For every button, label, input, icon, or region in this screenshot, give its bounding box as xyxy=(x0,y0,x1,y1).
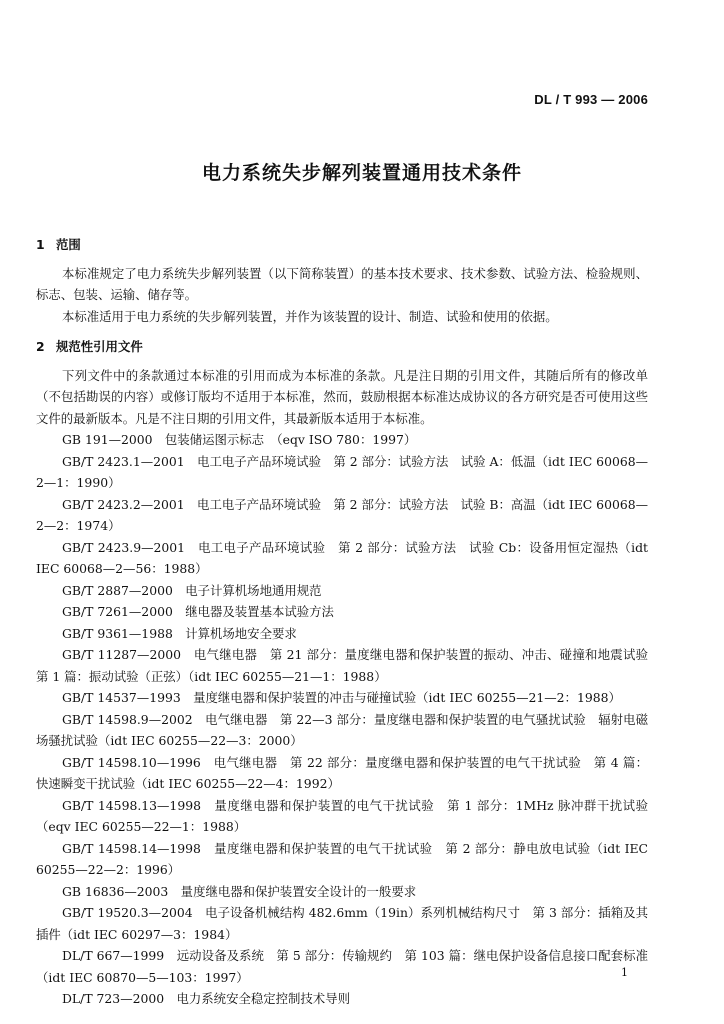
reference-item: GB/T 9361—1988 计算机场地安全要求 xyxy=(62,625,297,641)
reference-item: GB 191—2000 包装储运图示标志 （eqv ISO 780：1997） xyxy=(62,432,417,447)
document-body xyxy=(36,228,661,1010)
reference-item: DL/T 723—2000 电力系统安全稳定控制技术导则 xyxy=(62,991,350,1006)
reference-item: GB/T 11287—2000 电气继电器 第 21 部分：量度继电器和保护装置的振动、冲击、碰撞和地震试验 第 1 篇：振动试验（正弦）（idt IEC 60255—21—1：1988） xyxy=(36,647,661,684)
section-title: 规范性引用文件 xyxy=(56,339,143,354)
reference-item: GB/T 14598.13—1998 量度继电器和保护装置的电气干扰试验 第 1 部分：1MHz 脉冲群干扰试验（eqv IEC 60255—22—1：1988） xyxy=(36,797,648,834)
references-intro-paragraph: 下列文件中的条款通过本标准的引用而成为本标准的条款。凡是注日期的引用文件，其随后所有的修改单（不包括勘误的内容）或修订版均不适用于本标准，然而，鼓励根据本标准达成协议的各方研究是否可使用这些文件的最新版本。凡是不注日期的引用文件，其最新版本适用于本标准。 xyxy=(36,367,648,426)
section-title: 范围 xyxy=(56,237,81,252)
section-number: 2 xyxy=(36,339,45,354)
reference-item: GB/T 2423.9—2001 电工电子产品环境试验 第 2 部分：试验方法 试验 Cb：设备用恒定湿热（idt IEC 60068—2—56：1988） xyxy=(36,539,648,576)
reference-item: GB/T 14598.14—1998 量度继电器和保护装置的电气干扰试验 第 2 部分：静电放电试验（idt IEC 60255—22—2：1996） xyxy=(36,840,648,877)
page-number: 1 xyxy=(621,966,628,979)
reference-item: GB/T 2887—2000 电子计算机场地通用规范 xyxy=(62,582,322,598)
section-heading-scope xyxy=(36,234,648,256)
reference-item: GB/T 14598.9—2002 电气继电器 第 22—3 部分：量度继电器和保护装置的电气骚扰试验 辐射电磁场骚扰试验（idt IEC 60255—22—3：2000） xyxy=(36,711,648,748)
reference-item: GB/T 2423.1—2001 电工电子产品环境试验 第 2 部分：试验方法 试验 A：低温（idt IEC 60068—2—1：1990） xyxy=(36,453,648,490)
reference-item: GB/T 14598.10—1996 电气继电器 第 22 部分：量度继电器和保护装置的电气干扰试验 第 4 篇：快速瞬变干扰试验（idt IEC 60255—22—4：1992） xyxy=(36,754,648,791)
section-number: 1 xyxy=(36,237,45,252)
reference-item: GB/T 14537—1993 量度继电器和保护装置的冲击与碰撞试验（idt IEC 60255—21—2：1988） xyxy=(62,690,621,705)
reference-item: DL/T 667—1999 远动设备及系统 第 5 部分：传输规约 第 103 篇：继电保护设备信息接口配套标准（idt IEC 60870—5—103：1997） xyxy=(36,948,648,985)
standard-code: DL / T 993 — 2006 xyxy=(534,92,648,107)
reference-item: GB/T 7261—2000 继电器及装置基本试验方法 xyxy=(62,604,334,619)
scope-paragraph: 本标准适用于电力系统的失步解列装置，并作为该装置的设计、制造、试验和使用的依据。 xyxy=(62,308,558,324)
reference-item: GB 16836—2003 量度继电器和保护装置安全设计的一般要求 xyxy=(62,883,417,899)
reference-item: GB/T 2423.2—2001 电工电子产品环境试验 第 2 部分：试验方法 试验 B：高温（idt IEC 60068—2—2：1974） xyxy=(36,496,648,533)
document-title: 电力系统失步解列装置通用技术条件 xyxy=(201,162,522,184)
reference-item: GB/T 19520.3—2004 电子设备机械结构 482.6mm（19in）系列机械结构尺寸 第 3 部分：插箱及其插件（idt IEC 60297—3：1984） xyxy=(36,905,648,942)
scope-paragraph: 本标准规定了电力系统失步解列装置（以下简称装置）的基本技术要求、技术参数、试验方法、检验规则、标志、包装、运输、储存等。 xyxy=(36,265,648,302)
section-heading-normative-references xyxy=(36,336,648,358)
